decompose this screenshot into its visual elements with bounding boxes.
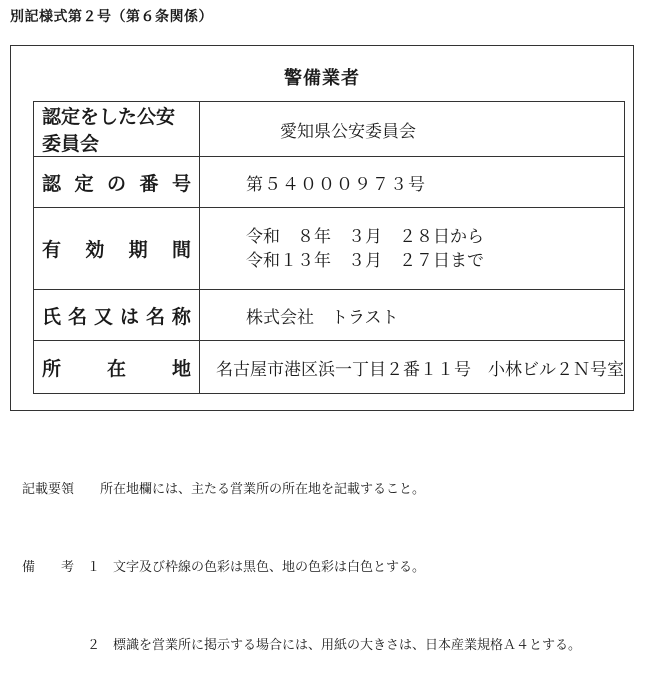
label-char: 在 bbox=[106, 357, 126, 380]
label-char: 有 bbox=[42, 239, 62, 261]
sign-frame bbox=[10, 45, 634, 411]
certificate-table bbox=[33, 101, 625, 394]
table-row bbox=[34, 157, 625, 208]
label-char: 又 bbox=[93, 305, 113, 328]
label-char: 効 bbox=[85, 239, 105, 261]
label-char: 認 bbox=[42, 172, 62, 195]
label-char: 地 bbox=[171, 357, 191, 380]
label-company-name bbox=[34, 290, 200, 341]
label-char: 名 bbox=[145, 305, 165, 328]
label-char: 所 bbox=[42, 357, 62, 380]
note-remark-2: ２ 標識を営業所に掲示する場合には、用紙の大きさは、日本産業規格Ａ４とする。 bbox=[22, 638, 582, 653]
validity-end: 令和１３年 ３月 ２７日まで bbox=[246, 250, 484, 271]
value-certification-number: 第５４０００９７３号 bbox=[200, 157, 625, 208]
table-row bbox=[34, 102, 625, 157]
label-char: 氏 bbox=[42, 305, 62, 328]
label-authorizing-commission: 認定をした公安委員会 bbox=[34, 102, 200, 157]
label-char: は bbox=[119, 305, 139, 328]
value-authorizing-commission: 愛知県公安委員会 bbox=[200, 102, 625, 157]
label-char: 定 bbox=[74, 172, 94, 195]
table-row bbox=[34, 208, 625, 290]
label-char: 期 bbox=[128, 239, 148, 261]
value-company-name: 株式会社 トラスト bbox=[200, 290, 625, 341]
table-row bbox=[34, 290, 625, 341]
table-row bbox=[34, 341, 625, 394]
form-caption: 別記様式第２号（第６条関係） bbox=[10, 9, 213, 25]
label-char: の bbox=[106, 172, 126, 195]
label-char: 間 bbox=[171, 239, 191, 261]
validity-start: 令和 ８年 ３月 ２８日から bbox=[246, 226, 484, 247]
label-certification-number bbox=[34, 157, 200, 208]
value-address: 名古屋市港区浜一丁目２番１１号 小林ビル２Ｎ号室 bbox=[200, 341, 625, 394]
notes-section bbox=[22, 425, 581, 685]
note-instructions: 記載要領 所在地欄には、主たる営業所の所在地を記載すること。 bbox=[22, 482, 426, 497]
label-address bbox=[34, 341, 200, 394]
sign-heading: 警備業者 bbox=[284, 68, 360, 89]
label-char: 称 bbox=[171, 305, 191, 328]
label-char: 号 bbox=[171, 172, 191, 195]
label-char: 番 bbox=[139, 172, 159, 195]
note-remark-1: 備 考 １ 文字及び枠線の色彩は黒色、地の色彩は白色とする。 bbox=[22, 560, 426, 575]
label-char: 名 bbox=[67, 305, 87, 328]
label-validity-period bbox=[34, 208, 200, 290]
value-validity-period bbox=[200, 208, 625, 290]
